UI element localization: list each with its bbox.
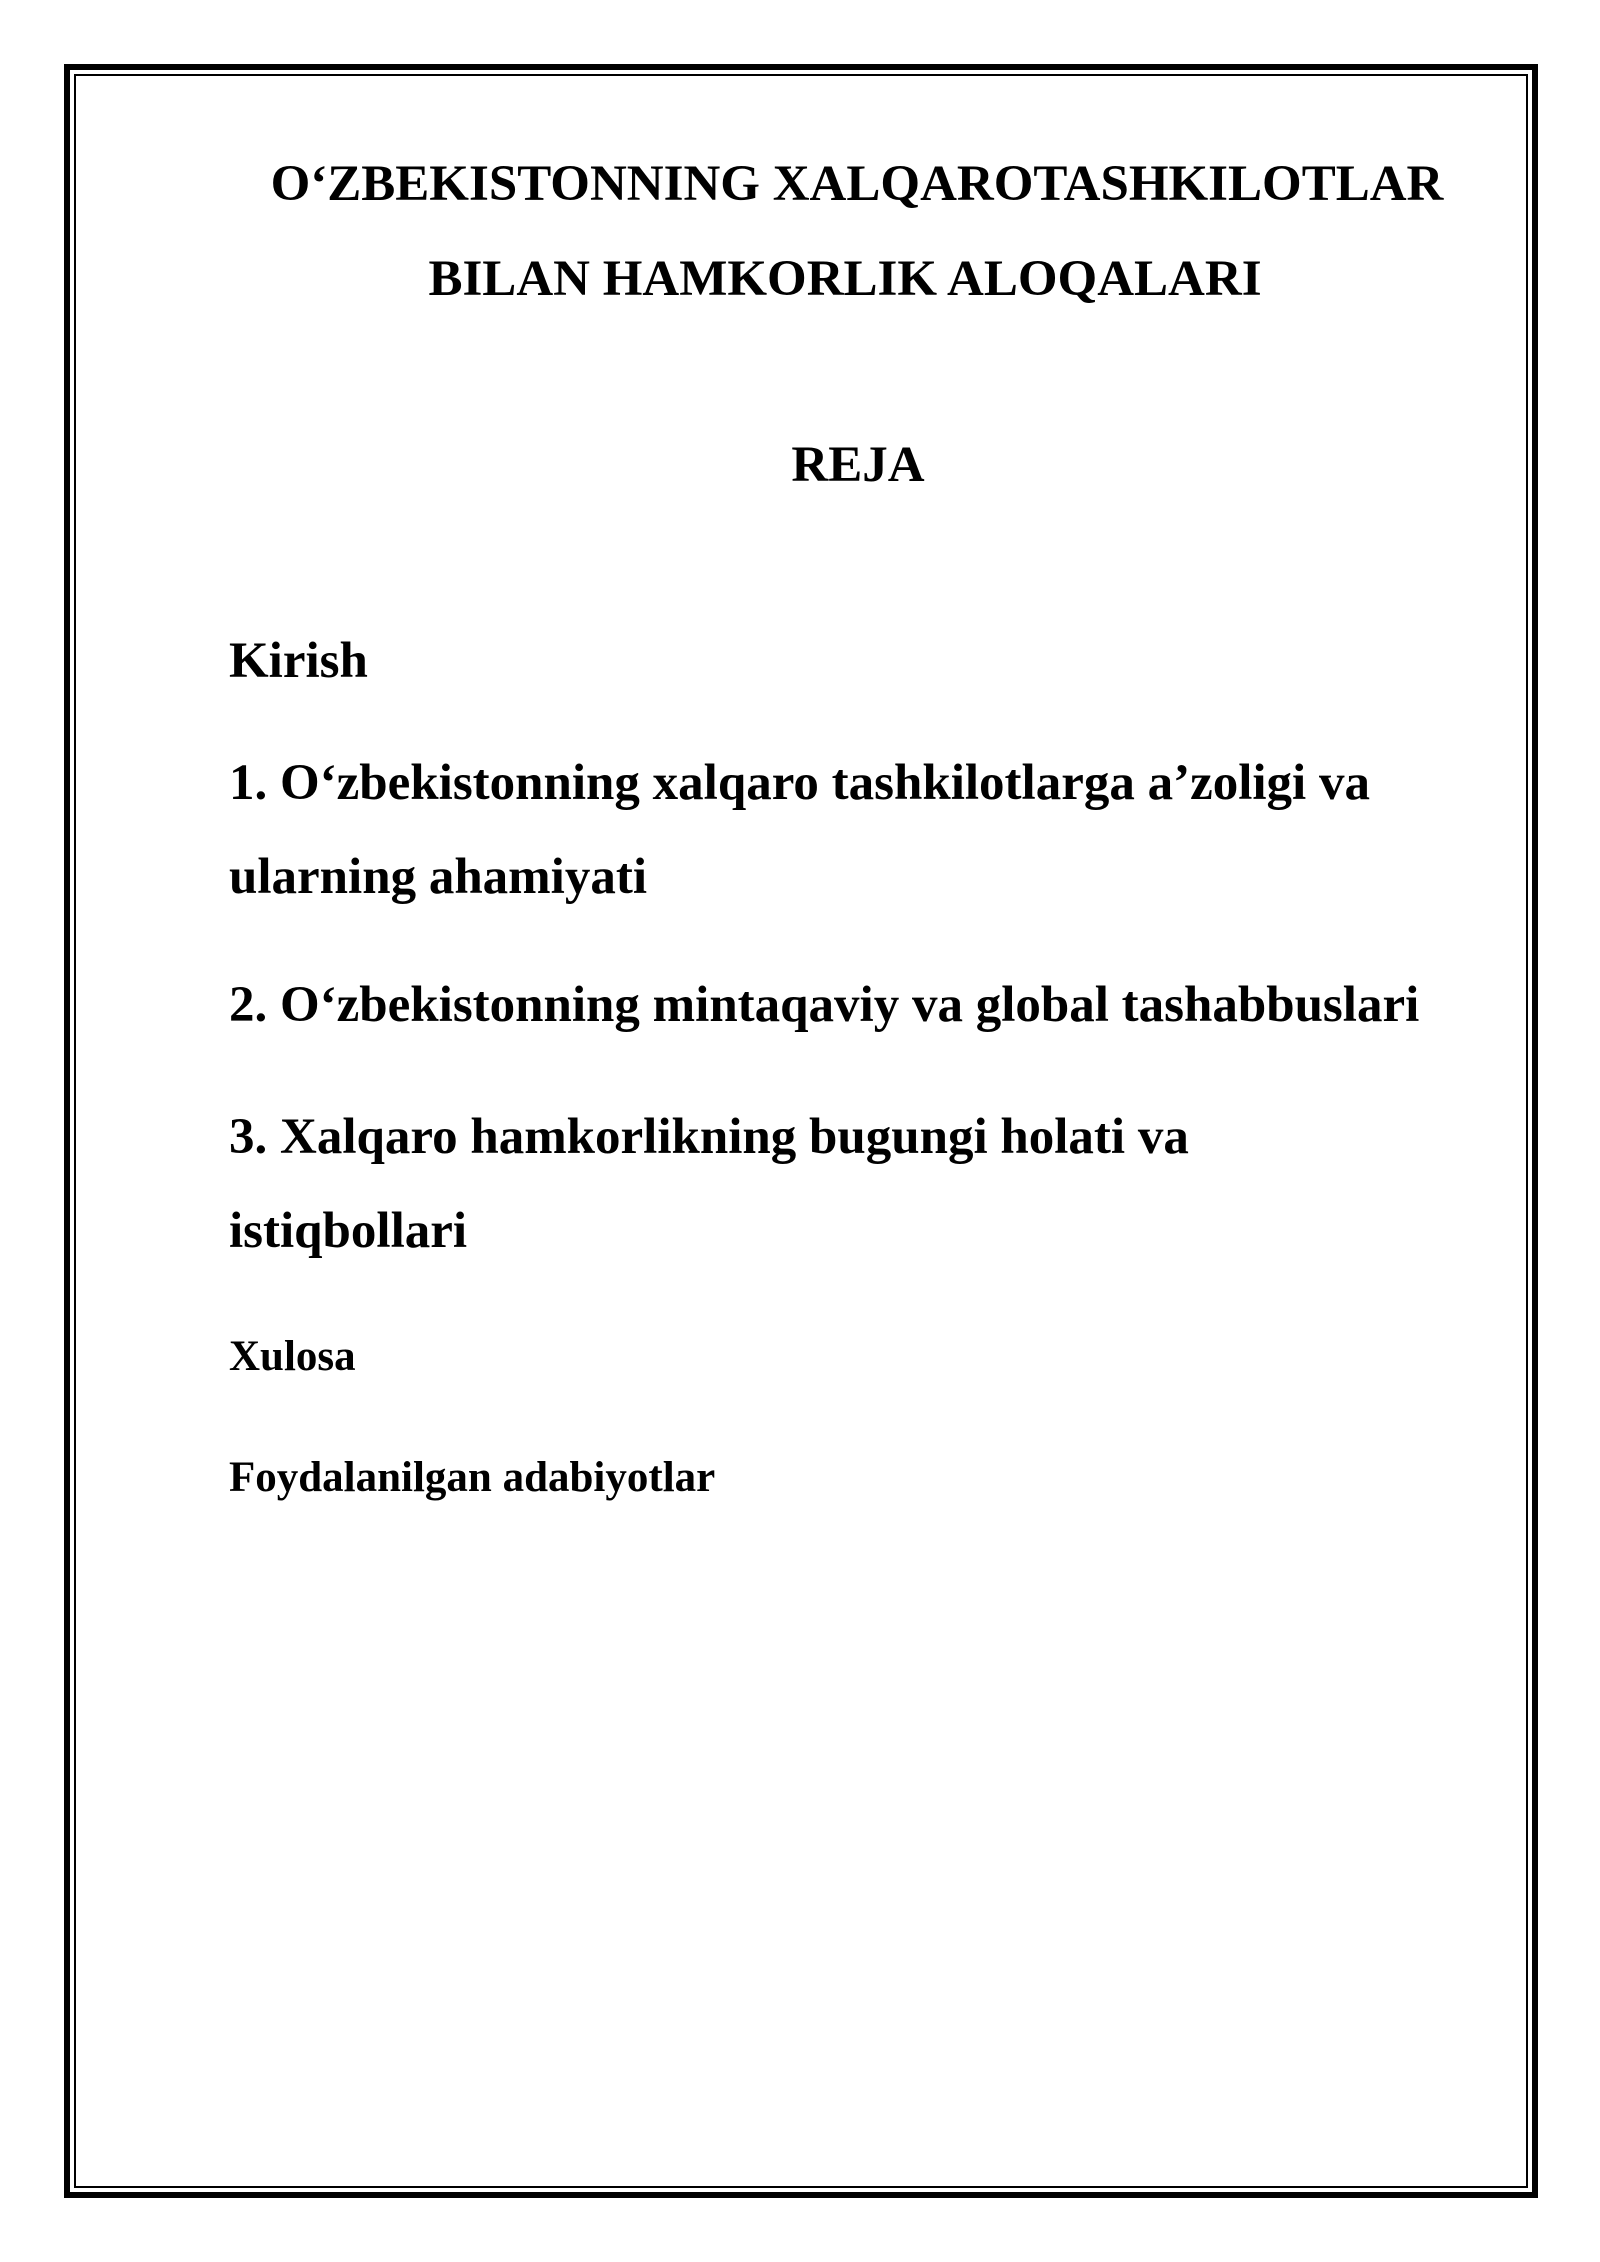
document-title-line-1: O‘ZBEKISTONNING XALQAROTASHKILOTLAR — [270, 156, 1444, 212]
plan-item-2: 2. O‘zbekistonning mintaqaviy va global tashabbuslari — [229, 977, 1420, 1033]
plan-item-1-line-2: ularning ahamiyati — [229, 849, 647, 905]
plan-item-3-line-2: istiqbollari — [229, 1203, 468, 1259]
plan-item-conclusion: Xulosa — [229, 1333, 356, 1380]
plan-item-references: Foydalanilgan adabiyotlar — [229, 1454, 716, 1501]
plan-item-1 — [229, 736, 1370, 924]
plan-item-1-line-1: 1. O‘zbekistonning xalqaro tashkilotlarga a’zoligi va — [229, 755, 1370, 811]
plan-item-intro: Kirish — [229, 633, 368, 689]
plan-item-3-line-1: 3. Xalqaro hamkorlikning bugungi holati va — [229, 1109, 1189, 1165]
plan-heading: REJA — [791, 437, 925, 493]
document-title-line-2: BILAN HAMKORLIK ALOQALARI — [428, 251, 1262, 307]
plan-item-3 — [229, 1090, 1189, 1278]
